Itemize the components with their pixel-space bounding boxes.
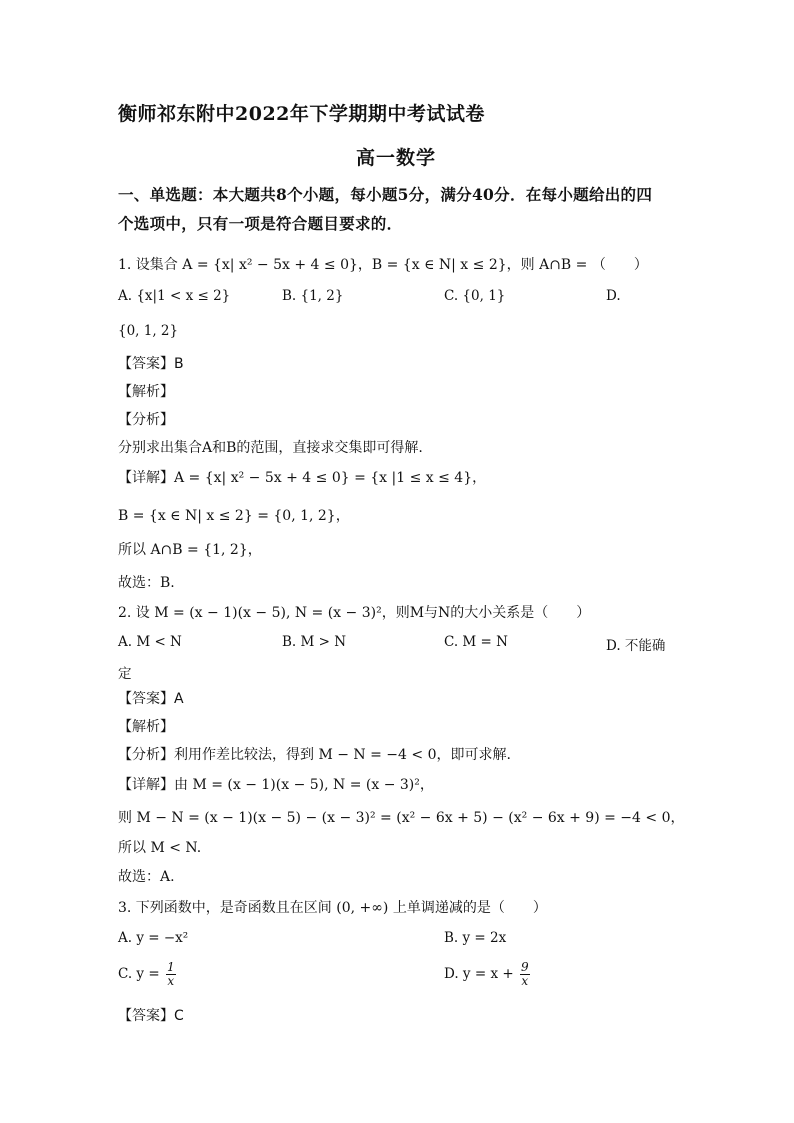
exam-title: 衡师祁东附中2022年下学期期中考试试卷 [118,103,485,125]
q3-option-d-denominator: x [521,974,529,988]
section-heading-line1: 一、单选题：本大题共8个小题，每小题5分，满分40分．在每小题给出的四 [118,185,653,204]
section-heading-line2: 个选项中，只有一项是符合题目要求的． [118,214,403,233]
q1-fenxi-label: 【分析】 [118,412,174,428]
q2-conclusion: 故选：A. [118,869,175,885]
q3-option-c-denominator: x [167,974,175,988]
q1-option-a: A. {x|1 < x ≤ 2} [118,288,231,304]
q3-option-d-prefix: D. y = x + [444,966,514,982]
q1-detail-line3: 所以 A∩B = {1, 2}， [118,542,262,558]
q2-analysis-label: 【解析】 [118,719,174,735]
q1-detail-line1: 【详解】A = {x| x² − 5x + 4 ≤ 0} = {x |1 ≤ x ≤ 4}， [118,470,487,486]
q3-option-c-fraction [166,961,176,988]
q3-option-c-numerator: 1 [166,960,175,974]
q3-option-b: B. y = 2x [444,930,507,946]
q3-option-a: A. y = −x² [118,930,189,946]
q2-fenxi: 【分析】利用作差比较法，得到 M − N = −4 < 0，即可求解. [118,747,511,763]
q1-option-d-value: {0, 1, 2} [118,323,179,339]
q2-detail-line3: 所以 M < N. [118,840,202,856]
q2-detail-line1: 【详解】由 M = (x − 1)(x − 5), N = (x − 3)²， [118,777,434,793]
q2-option-a: A. M < N [118,634,182,650]
q1-analysis-label: 【解析】 [118,384,174,400]
q1-answer: 【答案】B [118,356,184,372]
q1-option-d: D. [606,288,621,304]
q2-detail-line2: 则 M − N = (x − 1)(x − 5) − (x − 3)² = (x² − 6x + 5) − (x² − 6x + 9) = −4 < 0， [118,810,685,826]
q3-option-d-numerator: 9 [520,960,529,974]
q2-option-d: D. 不能确 [606,638,666,654]
q3-option-d-fraction [520,961,530,988]
q2-stem: 2. 设 M = (x − 1)(x − 5), N = (x − 3)²，则M与N的大小关系是（ ） [118,605,591,621]
q2-option-c: C. M = N [444,634,508,650]
q1-option-b: B. {1, 2} [282,288,344,304]
q1-conclusion: 故选：B. [118,575,175,591]
exam-subject: 高一数学 [356,147,437,169]
q3-option-c-prefix: C. y = [118,966,160,982]
q1-detail-line2: B = {x ∈ N| x ≤ 2} = {0, 1, 2}， [118,508,350,524]
q2-option-b: B. M > N [282,634,347,650]
q1-fenxi-text: 分别求出集合A和B的范围，直接求交集即可得解. [118,440,423,456]
q2-answer: 【答案】A [118,691,184,707]
q2-option-d-cont: 定 [118,666,132,682]
q3-answer: 【答案】C [118,1008,184,1024]
q3-option-c [118,961,178,988]
q1-option-c: C. {0, 1} [444,288,506,304]
q3-stem: 3. 下列函数中，是奇函数且在区间 (0, +∞) 上单调递减的是（ ） [118,900,547,916]
q1-stem: 1. 设集合 A = {x| x² − 5x + 4 ≤ 0}，B = {x ∈ N| x ≤ 2}，则 A∩B = （ ） [118,257,648,273]
q3-option-d [444,961,532,988]
